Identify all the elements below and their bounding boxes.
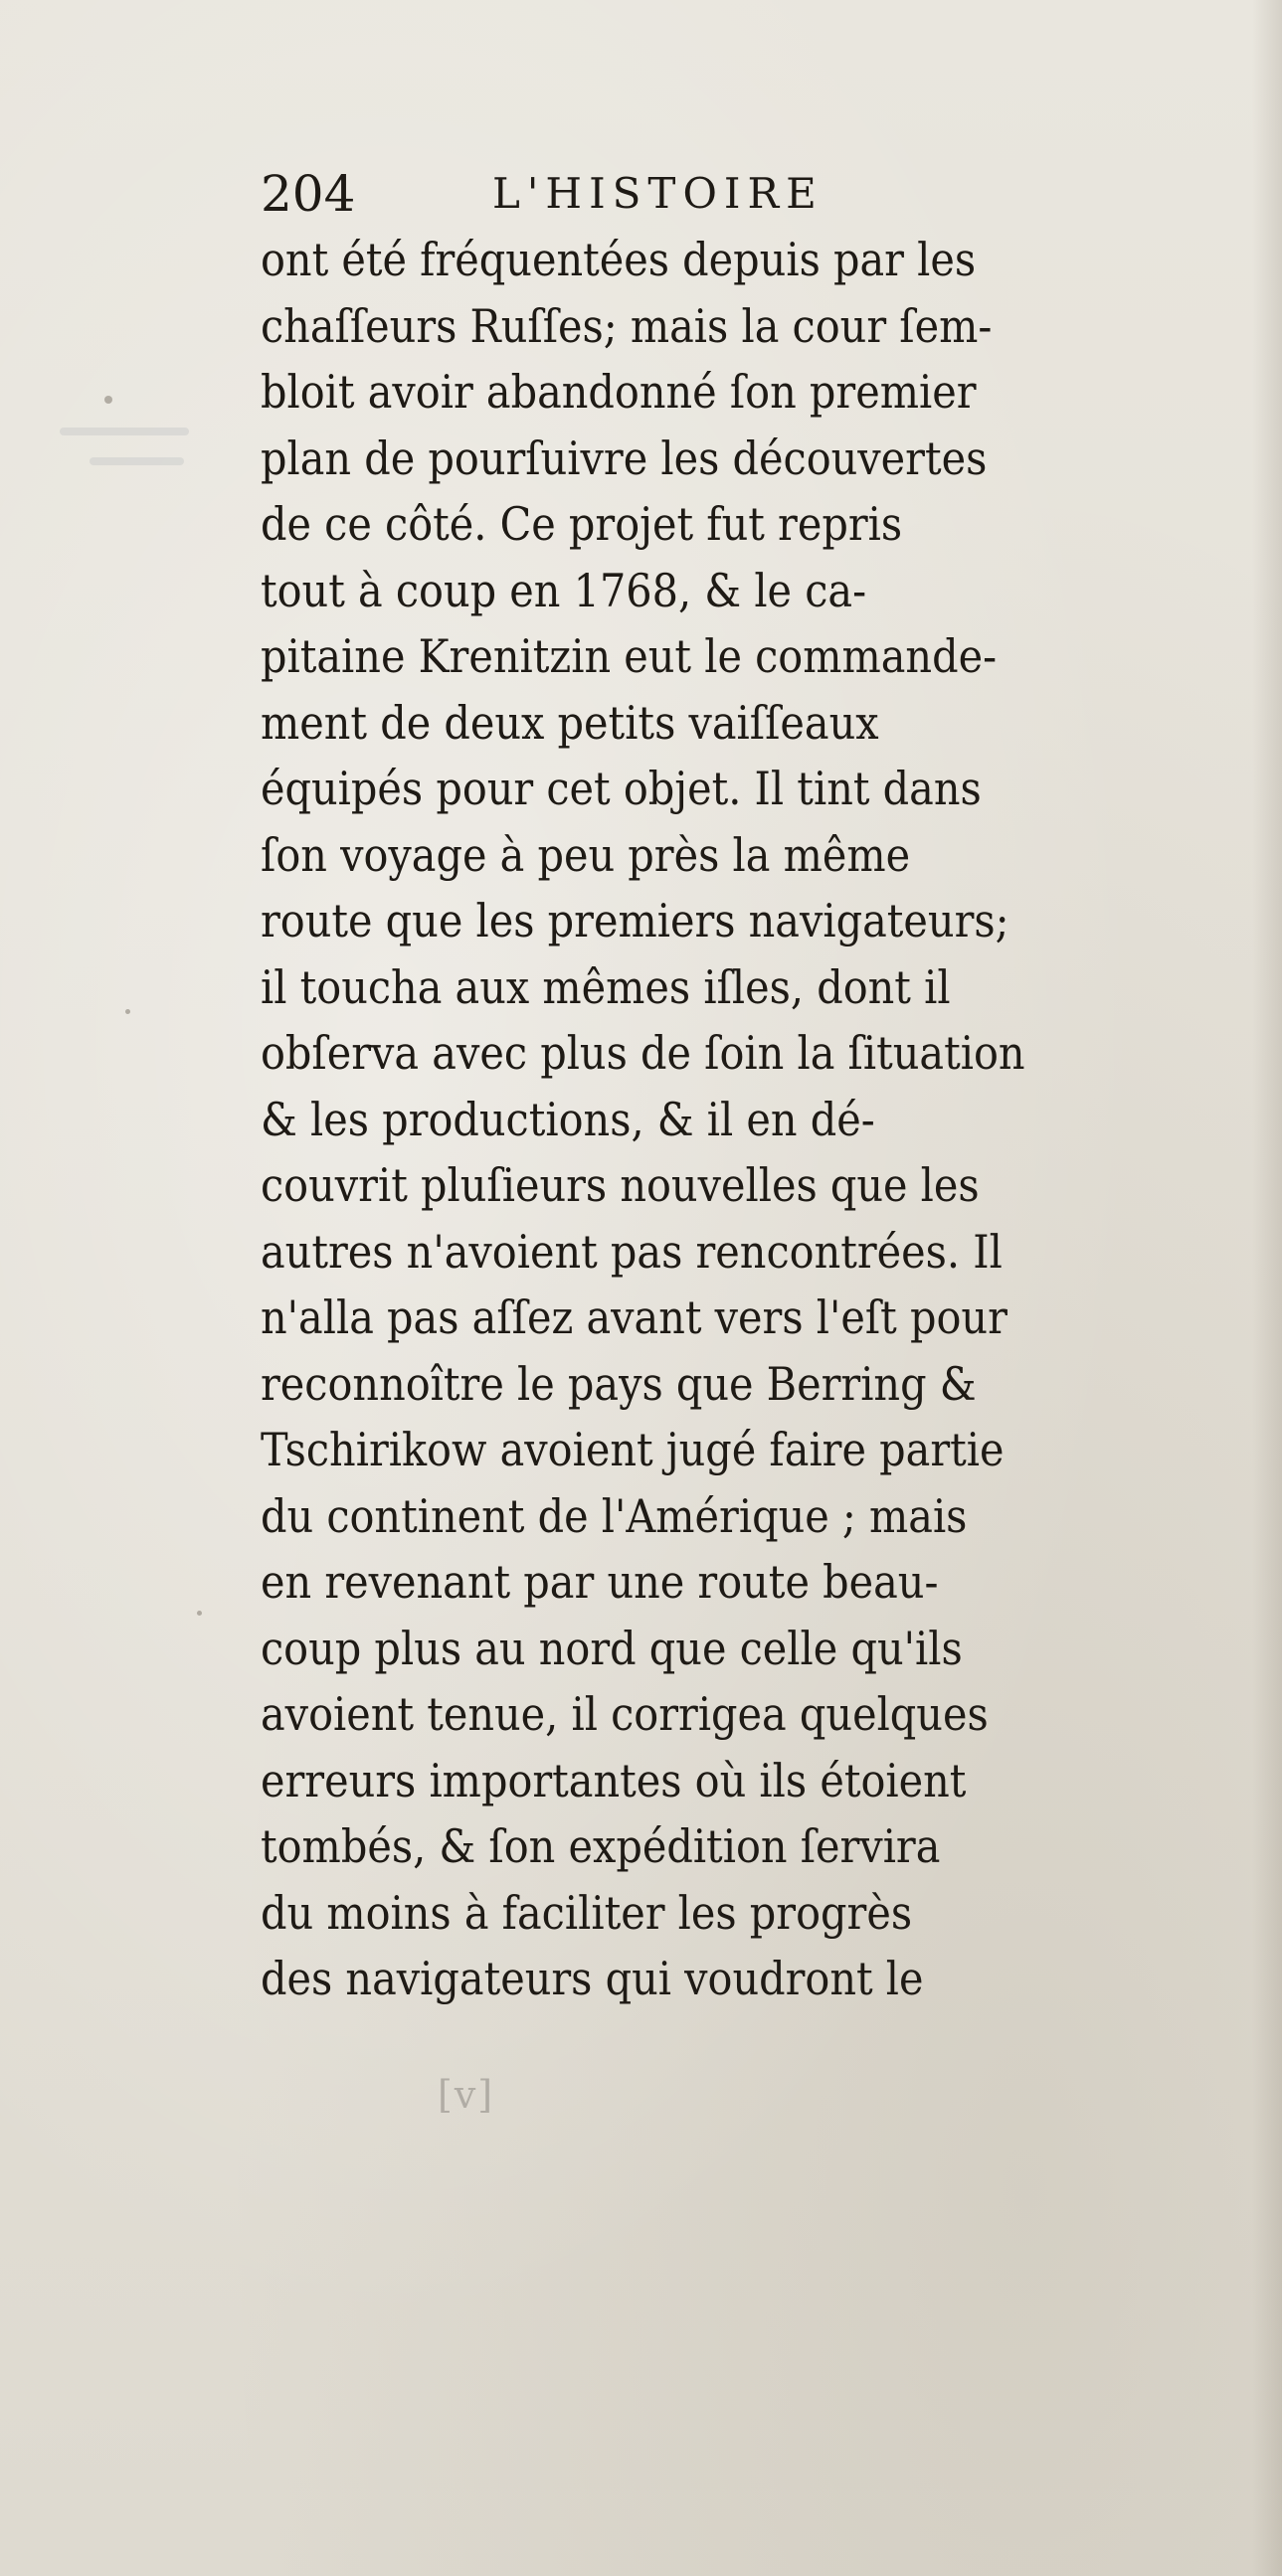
bleed-through-marks	[60, 428, 209, 527]
text-line: & les productions, & il en dé-	[261, 1092, 875, 1146]
text-line: reconnoître le pays que Berring &	[261, 1356, 977, 1411]
text-line: il toucha aux mêmes iſles, dont il	[261, 959, 951, 1014]
body-text	[261, 227, 1176, 2012]
text-line: tout à coup en 1768, & le ca-	[261, 563, 867, 617]
text-line: bloit avoir abandonné ſon premier	[261, 365, 977, 419]
paper-speck	[125, 1009, 130, 1014]
text-line: avoient tenue, il corrigea quelques	[261, 1687, 989, 1741]
text-line: en revenant par une route beau-	[261, 1555, 939, 1609]
text-line: ſon voyage à peu près la même	[261, 827, 911, 882]
page-edge-shadow	[1252, 0, 1282, 2576]
text-line: du moins à faciliter les progrès	[261, 1885, 913, 1940]
paper-speck	[197, 1611, 202, 1616]
running-header	[261, 164, 1096, 224]
text-line: de ce côté. Ce projet fut repris	[261, 497, 903, 551]
text-line: couvrit pluſieurs nouvelles que les	[261, 1158, 980, 1212]
text-line: n'alla pas aſſez avant vers l'eſt pour	[261, 1290, 1007, 1344]
text-line: tombés, & ſon expédition ſervira	[261, 1819, 941, 1873]
text-line: des navigateurs qui voudront le	[261, 1952, 924, 2005]
text-line: ont été fréquentées depuis par les	[261, 233, 977, 286]
text-line: équipés pour cet objet. Il tint dans	[261, 762, 982, 815]
running-title: L'HISTOIRE	[492, 169, 824, 218]
text-line: obſerva avec plus de ſoin la ſituation	[261, 1026, 1025, 1080]
text-line: chaſſeurs Ruſſes; mais la cour ſem-	[261, 298, 993, 353]
text-line: Tschirikow avoient jugé faire partie	[261, 1423, 1005, 1476]
text-line: ment de deux petits vaiſſeaux	[261, 695, 879, 750]
text-line: erreurs importantes où ils étoient	[261, 1753, 967, 1807]
text-line: pitaine Krenitzin eut le commande-	[261, 629, 998, 683]
text-line: plan de pourſuivre les découvertes	[261, 430, 988, 485]
faint-bleed-through-mark: [v]	[438, 2073, 495, 2117]
paper-speck	[104, 396, 112, 404]
text-line: route que les premiers navigateurs;	[261, 894, 1009, 947]
page-number: 204	[261, 165, 356, 223]
text-line: autres n'avoient pas rencontrées. Il	[261, 1224, 1003, 1279]
text-line: coup plus au nord que celle qu'ils	[261, 1621, 963, 1675]
text-line: du continent de l'Amérique ; mais	[261, 1488, 968, 1543]
